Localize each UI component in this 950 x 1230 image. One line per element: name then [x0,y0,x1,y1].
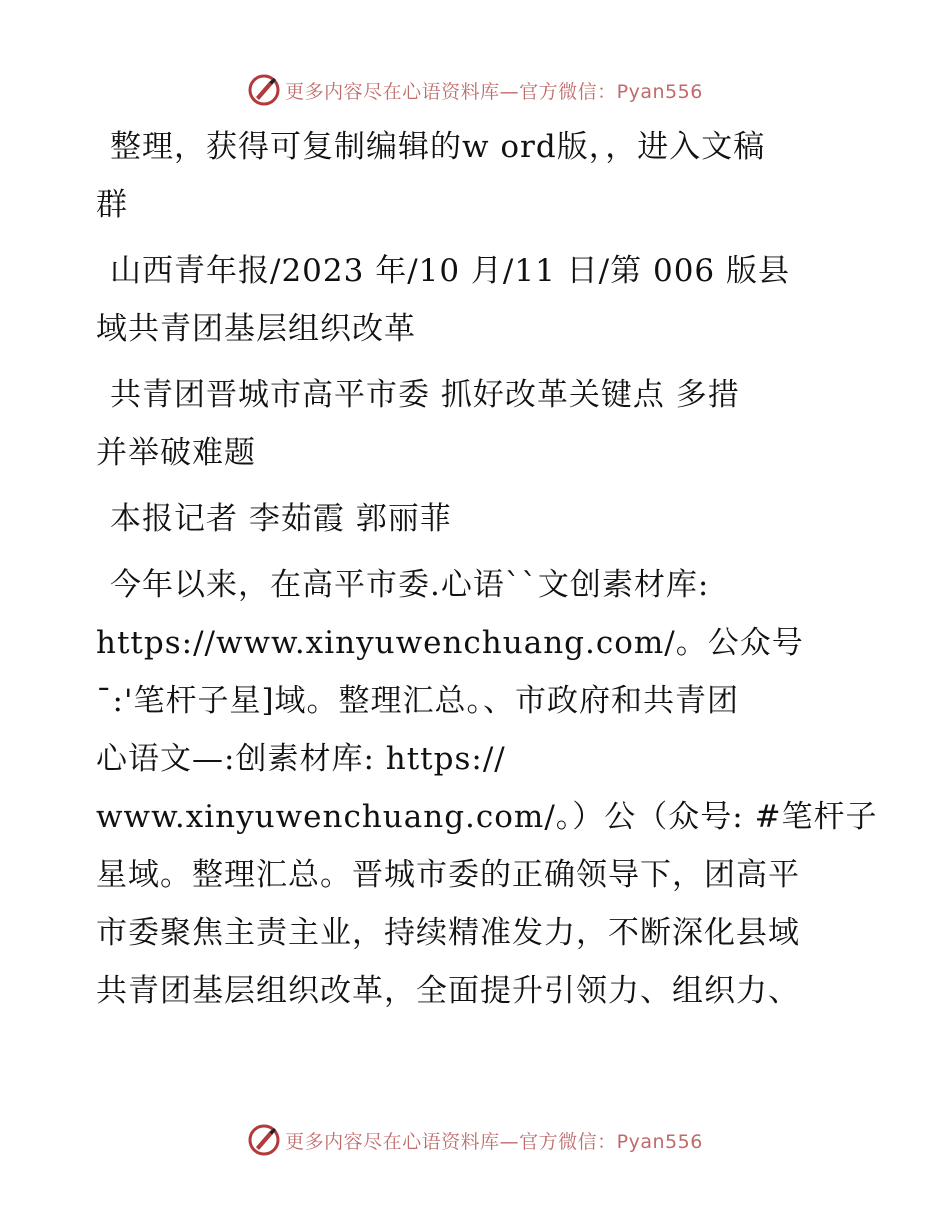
text-line: 整理，获得可复制编辑的w ord版，，进入文稿 [110,129,766,165]
text-line: 共青团基层组织改革，全面提升引领力、组织力、 [96,973,800,1009]
text-line: 今年以来，在高平市委.心语``文创素材库: [110,567,710,603]
text-line: 市委聚焦主责主业，持续精准发力，不断深化县域 [96,915,800,951]
document-body [96,118,878,1028]
paragraph-source [96,242,856,358]
paragraph-intro [96,118,856,234]
footer-banner [0,1120,950,1160]
text-line: 共青团晋城市高平市委 抓好改革关键点 多措 [110,377,740,413]
text-line: ˉ:'笔杆子星]域。整理汇总。、市政府和共青团 [96,683,740,719]
paragraph-body [96,556,878,1020]
text-line: 域共青团基层组织改革 [96,311,416,347]
text-line: 并举破难题 [96,435,256,471]
text-line: 群 [96,187,128,223]
logo-icon [247,73,281,107]
text-line: www.xinyuwenchuang.com/。）公（众号: #笔杆子 [96,799,878,835]
text-line: https://www.xinyuwenchuang.com/。公众号 [96,625,804,661]
header-banner-text: 更多内容尽在心语资料库—官方微信：Pyan556 [285,80,703,103]
paragraph-headline [96,366,856,482]
header-banner [0,70,950,110]
text-line: 星域。整理汇总。晋城市委的正确领导下，团高平 [96,857,800,893]
logo-icon [247,1123,281,1157]
text-line: 心语文—:创素材库: https:// [96,741,506,777]
paragraph-byline [96,490,856,548]
text-line: 本报记者 李茹霞 郭丽菲 [110,501,452,537]
footer-banner-text: 更多内容尽在心语资料库—官方微信：Pyan556 [285,1130,703,1153]
text-line: 山西青年报/2023 年/10 月/11 日/第 006 版县 [110,253,791,289]
